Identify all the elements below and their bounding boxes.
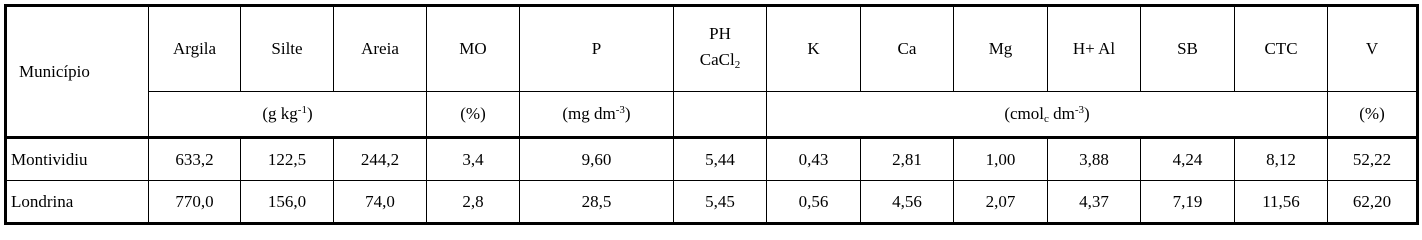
unit-percent-mo: (%): [427, 92, 520, 138]
header-row: [6, 6, 1418, 92]
cell-argila: 770,0: [149, 181, 241, 224]
header-mg: Mg: [954, 6, 1048, 92]
cell-argila: 633,2: [149, 138, 241, 181]
unit-cmol-sup: -3: [1074, 103, 1085, 116]
header-areia: Areia: [334, 6, 427, 92]
unit-gkg-pre: (g kg: [262, 104, 298, 123]
header-argila: Argila: [149, 6, 241, 92]
header-ph: [674, 6, 767, 92]
unit-mgdm-pre: (mg dm: [562, 104, 616, 123]
cell-p: 28,5: [520, 181, 674, 224]
unit-cmol-sub: c: [1043, 112, 1049, 125]
header-k: K: [767, 6, 861, 92]
cell-ca: 2,81: [861, 138, 954, 181]
unit-cmol: [767, 92, 1328, 138]
cell-mo: 2,8: [427, 181, 520, 224]
cell-mo: 3,4: [427, 138, 520, 181]
header-ph-line1: PH: [709, 23, 731, 43]
row-municipio: Montividiu: [6, 138, 149, 181]
cell-hal: 3,88: [1048, 138, 1141, 181]
table-row: [6, 138, 1418, 181]
cell-mg: 2,07: [954, 181, 1048, 224]
header-hal: H+ Al: [1048, 6, 1141, 92]
header-mo: MO: [427, 6, 520, 92]
unit-mgdm-post: ): [624, 104, 631, 123]
cell-ph: 5,45: [674, 181, 767, 224]
cell-v: 62,20: [1328, 181, 1418, 224]
unit-ph-empty: [674, 92, 767, 138]
header-ph-line2: [674, 47, 766, 78]
soil-analysis-table: [4, 4, 1419, 225]
cell-k: 0,43: [767, 138, 861, 181]
cell-ctc: 11,56: [1235, 181, 1328, 224]
cell-silte: 156,0: [241, 181, 334, 224]
unit-mgdm: [520, 92, 674, 138]
unit-cmol-mid: dm: [1048, 103, 1075, 123]
unit-gkg-sup: -1: [297, 104, 307, 116]
header-ca: Ca: [861, 6, 954, 92]
unit-cmol-post: ): [1084, 103, 1090, 123]
unit-gkg-post: ): [306, 104, 313, 123]
cell-k: 0,56: [767, 181, 861, 224]
header-sb: SB: [1141, 6, 1235, 92]
header-silte: Silte: [241, 6, 334, 92]
cell-sb: 4,24: [1141, 138, 1235, 181]
cell-p: 9,60: [520, 138, 674, 181]
unit-percent-v: (%): [1328, 92, 1418, 138]
header-v: V: [1328, 6, 1418, 92]
cell-hal: 4,37: [1048, 181, 1141, 224]
table-row: [6, 181, 1418, 224]
header-ph-cacl: CaCl: [699, 49, 735, 69]
cell-sb: 7,19: [1141, 181, 1235, 224]
header-ctc: CTC: [1235, 6, 1328, 92]
cell-areia: 74,0: [334, 181, 427, 224]
row-municipio: Londrina: [6, 181, 149, 224]
cell-areia: 244,2: [334, 138, 427, 181]
units-row: [6, 92, 1418, 138]
unit-gkg: [149, 92, 427, 138]
cell-ph: 5,44: [674, 138, 767, 181]
cell-v: 52,22: [1328, 138, 1418, 181]
cell-ctc: 8,12: [1235, 138, 1328, 181]
unit-cmol-pre: (cmol: [1004, 103, 1044, 123]
cell-silte: 122,5: [241, 138, 334, 181]
cell-mg: 1,00: [954, 138, 1048, 181]
cell-ca: 4,56: [861, 181, 954, 224]
header-ph-sub: 2: [734, 58, 741, 71]
header-municipio: Município: [6, 6, 149, 138]
header-p: P: [520, 6, 674, 92]
soil-analysis-table-container: [4, 4, 1416, 225]
unit-mgdm-sup: -3: [615, 104, 625, 116]
